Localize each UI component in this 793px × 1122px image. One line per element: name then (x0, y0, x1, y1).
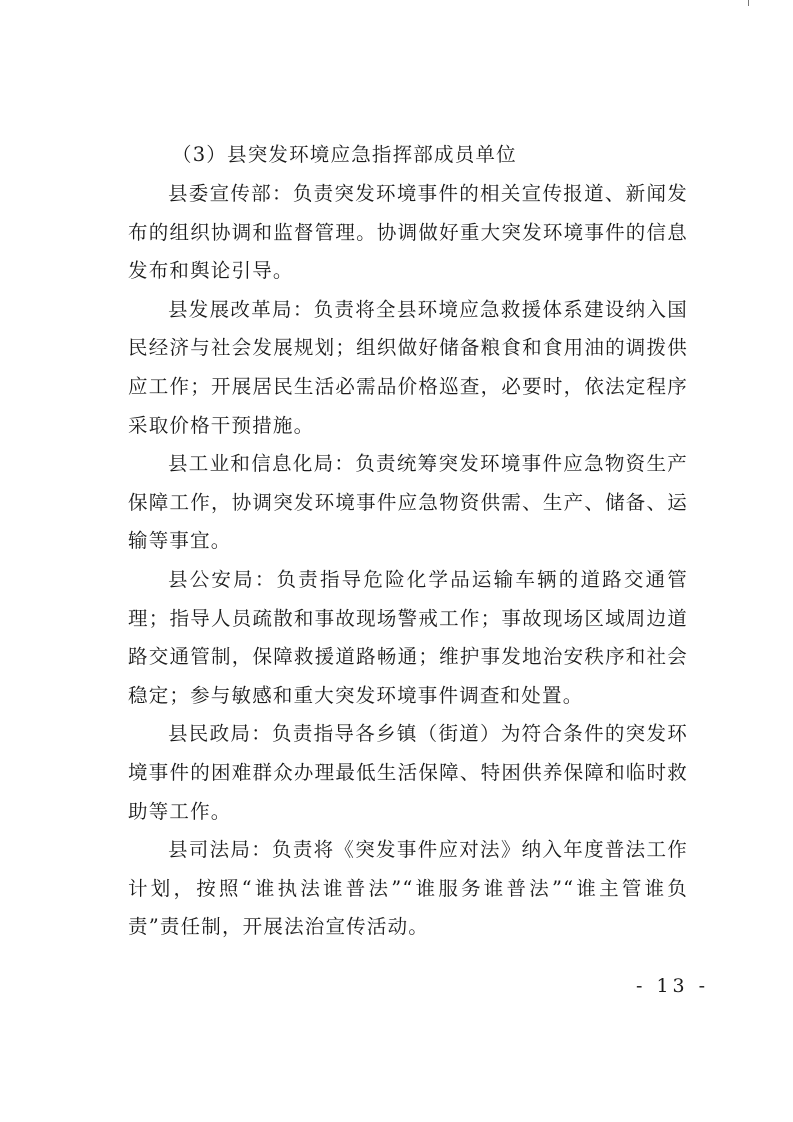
section-heading: （3）县突发环境应急指挥部成员单位 (172, 143, 517, 166)
paragraph-propaganda-department: 县委宣传部：负责突发环境事件的相关宣传报道、新闻发布的组织协调和监督管理。协调做好重大突发环境事件的信息发布和舆论引导。 (128, 182, 688, 283)
corner-mark (748, 0, 749, 6)
document-body (128, 140, 688, 947)
paragraph-public-security-bureau: 县公安局：负责指导危险化学品运输车辆的道路交通管理；指导人员疏散和事故现场警戒工作；事故现场区域周边道路交通管制，保障救援道路畅通；维护事发地治安秩序和社会稳定；参与敏感和重大突发环境事件调查和处置。 (128, 567, 688, 707)
paragraph-development-reform-bureau: 县发展改革局：负责将全县环境应急救援体系建设纳入国民经济与社会发展规划；组织做好储备粮食和食用油的调拨供应工作；开展居民生活必需品价格巡查，必要时，依法定程序采取价格干预措施。 (128, 297, 688, 437)
paragraph-industry-it-bureau: 县工业和信息化局：负责统筹突发环境事件应急物资生产保障工作，协调突发环境事件应急物资供需、生产、储备、运输等事宜。 (128, 452, 688, 553)
paragraph-justice-bureau: 县司法局：负责将《突发事件应对法》纳入年度普法工作计划，按照“谁执法谁普法”“谁服务谁普法”“谁主管谁负责”责任制，开展法治宣传活动。 (128, 838, 688, 939)
paragraph-civil-affairs-bureau: 县民政局：负责指导各乡镇（街道）为符合条件的突发环境事件的困难群众办理最低生活保障、特困供养保障和临时救助等工作。 (128, 722, 688, 823)
page-number: - 13 - (636, 975, 710, 997)
